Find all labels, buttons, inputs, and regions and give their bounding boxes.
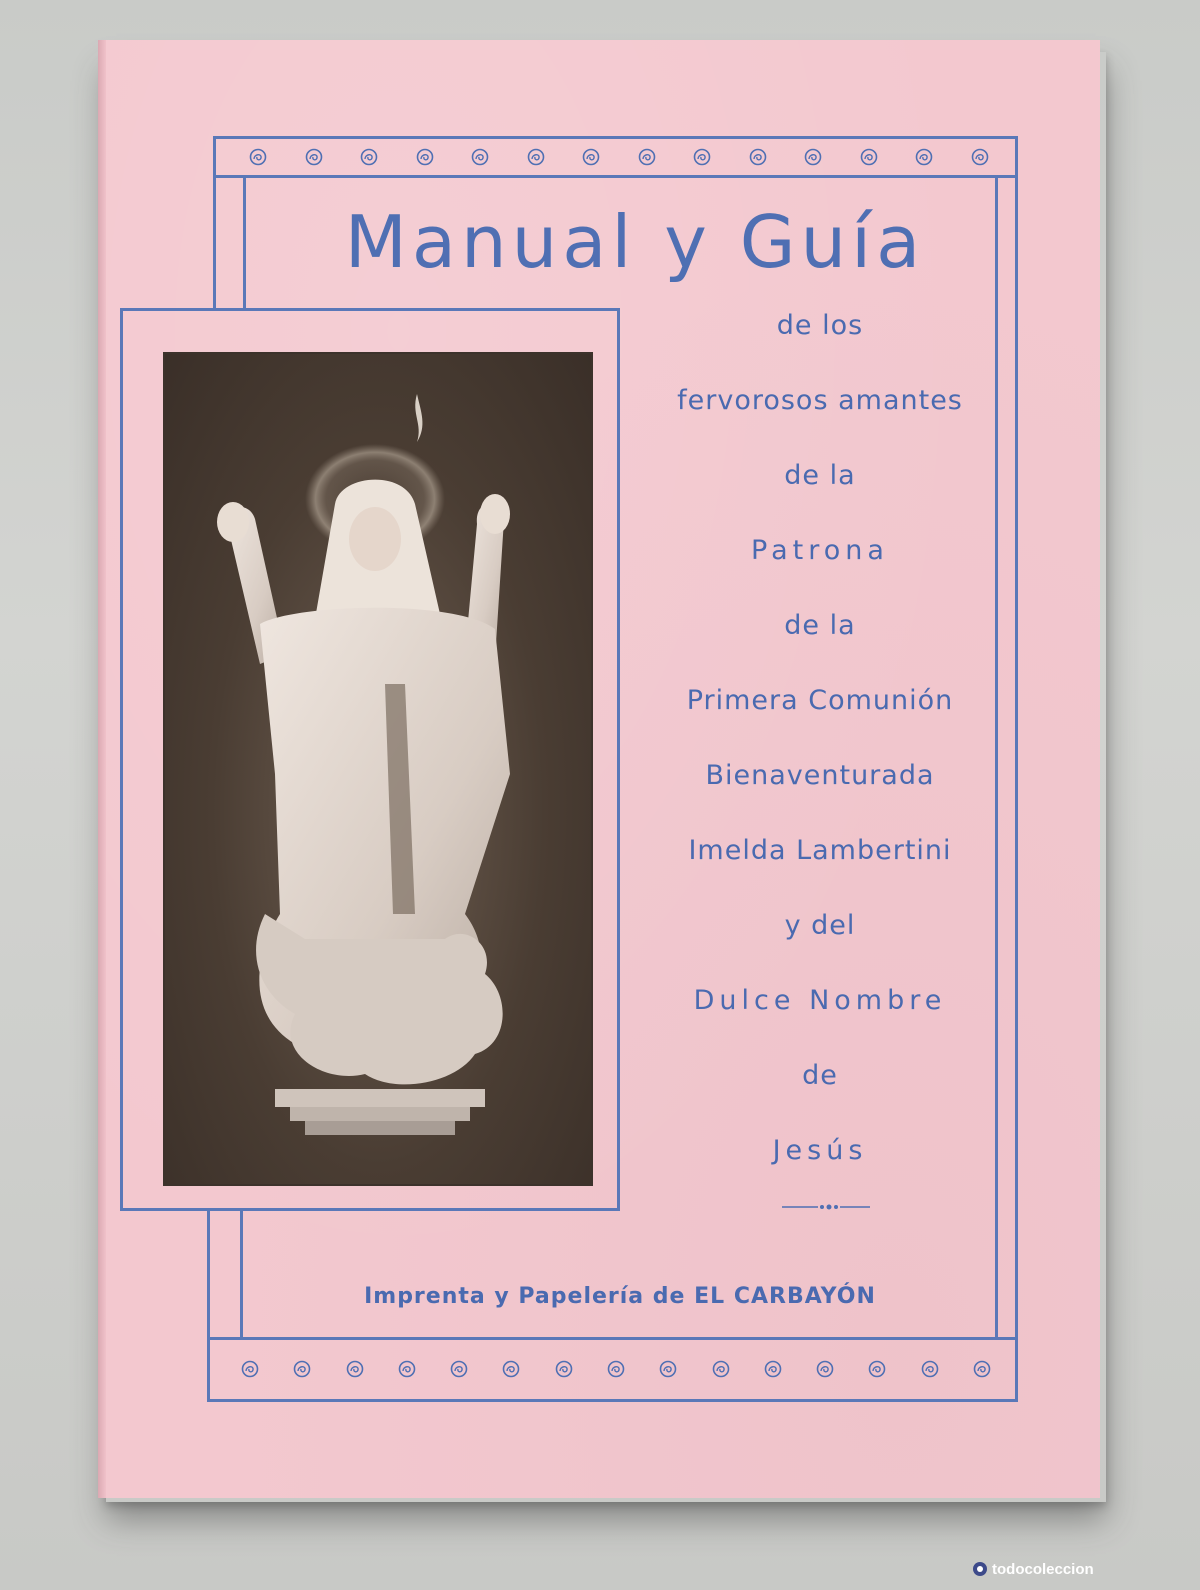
- watermark-logo: [972, 1560, 1186, 1578]
- scroll-ornament-icon: [972, 1359, 992, 1379]
- frame-right-outer: [1015, 136, 1018, 1402]
- scroll-ornament-icon: [803, 147, 823, 167]
- scroll-ornament-icon: [345, 1359, 365, 1379]
- subtitle-line-4: Patrona: [751, 535, 889, 566]
- statue-figure: [165, 354, 591, 1184]
- frame-bottom-outer: [207, 1399, 1018, 1402]
- scroll-ornament-icon: [763, 1359, 783, 1379]
- divider-ornament: [782, 1202, 870, 1212]
- booklet-spine: [98, 40, 106, 1498]
- scroll-ornament-icon: [526, 147, 546, 167]
- ornament-band-top: [248, 146, 990, 168]
- scroll-ornament-icon: [554, 1359, 574, 1379]
- scroll-ornament-icon: [867, 1359, 887, 1379]
- scroll-ornament-icon: [449, 1359, 469, 1379]
- photo-frame-right: [617, 308, 620, 1211]
- subtitle-line-7: Bienaventurada: [705, 760, 935, 791]
- subtitle-line-1: de los: [776, 310, 864, 341]
- statue-photo: [163, 352, 593, 1186]
- subtitle-line-5: de la: [784, 610, 856, 641]
- scroll-ornament-icon: [859, 147, 879, 167]
- photo-frame-bottom: [120, 1208, 620, 1211]
- frame-lower-left-outer: [207, 1211, 210, 1402]
- frame-left-inner: [243, 175, 246, 308]
- frame-top-inner: [213, 175, 1018, 178]
- scroll-ornament-icon: [815, 1359, 835, 1379]
- scroll-ornament-icon: [501, 1359, 521, 1379]
- photo-frame-left: [120, 308, 123, 1211]
- subtitle-line-12: Jesús: [772, 1135, 868, 1166]
- frame-bottom-inner: [207, 1337, 1018, 1340]
- scroll-ornament-icon: [606, 1359, 626, 1379]
- scroll-ornament-icon: [920, 1359, 940, 1379]
- frame-lower-left-inner: [240, 1211, 243, 1339]
- scroll-ornament-icon: [240, 1359, 260, 1379]
- scroll-ornament-icon: [304, 147, 324, 167]
- scroll-ornament-icon: [637, 147, 657, 167]
- scroll-ornament-icon: [359, 147, 379, 167]
- watermark-text: todocoleccion: [992, 1561, 1094, 1578]
- scroll-ornament-icon: [248, 147, 268, 167]
- scroll-ornament-icon: [470, 147, 490, 167]
- subtitle-line-2: fervorosos amantes: [677, 385, 963, 416]
- scroll-ornament-icon: [292, 1359, 312, 1379]
- scroll-ornament-icon: [658, 1359, 678, 1379]
- scroll-ornament-icon: [397, 1359, 417, 1379]
- imprint-line: Imprenta y Papelería de EL CARBAYÓN: [364, 1284, 876, 1309]
- subtitle-line-3: de la: [784, 460, 856, 491]
- subtitle-line-8: Imelda Lambertini: [688, 835, 952, 866]
- subtitle-line-10: Dulce Nombre: [693, 985, 947, 1016]
- scroll-ornament-icon: [970, 147, 990, 167]
- cover-title: Manual y Guía: [344, 200, 926, 284]
- subtitle-line-11: de: [802, 1060, 838, 1091]
- frame-left-outer: [213, 136, 216, 308]
- subtitle-line-9: y del: [784, 910, 856, 941]
- ornament-band-bottom: [240, 1358, 992, 1380]
- subtitle-line-6: Primera Comunión: [686, 685, 954, 716]
- frame-top-outer: [213, 136, 1018, 139]
- scroll-ornament-icon: [581, 147, 601, 167]
- scroll-ornament-icon: [692, 147, 712, 167]
- scroll-ornament-icon: [415, 147, 435, 167]
- scroll-ornament-icon: [711, 1359, 731, 1379]
- photo-frame-top: [120, 308, 620, 311]
- scroll-ornament-icon: [914, 147, 934, 167]
- scroll-ornament-icon: [748, 147, 768, 167]
